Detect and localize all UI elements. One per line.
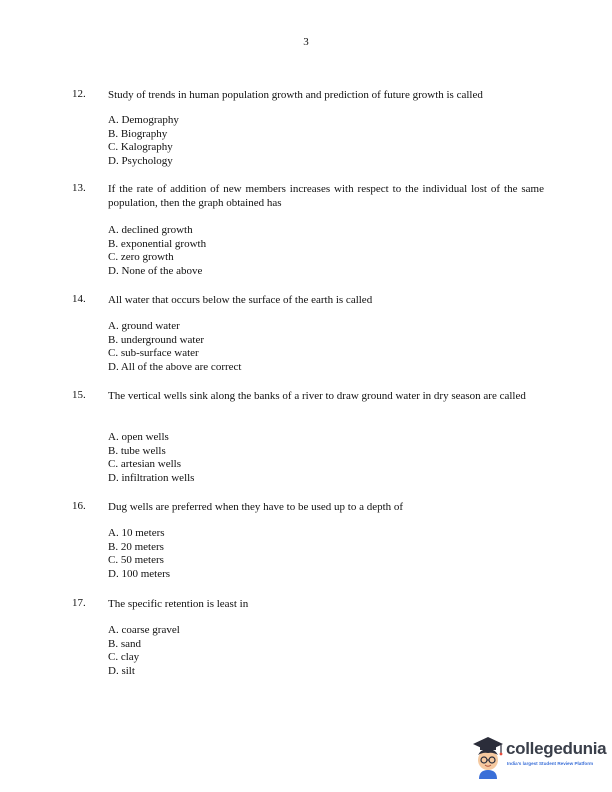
options-list <box>108 320 241 375</box>
option-b: B. 20 meters <box>108 540 164 553</box>
option-a: A. coarse gravel <box>108 624 180 636</box>
option-a: A. ground water <box>108 320 180 332</box>
question-number: 12. <box>72 88 86 100</box>
options-list <box>108 624 180 679</box>
option-c: C. artesian wells <box>108 458 182 471</box>
question-number: 13. <box>72 182 86 194</box>
question-text: The vertical wells sink along the banks of a river to draw ground water in dry season are called <box>108 390 526 402</box>
collegedunia-logo <box>470 735 608 783</box>
logo-tagline: India's largest Student Review Platform <box>507 761 594 766</box>
option-b: B. underground water <box>108 333 205 346</box>
page-number: 3 <box>303 36 309 48</box>
option-c: C. sub-surface water <box>108 347 199 360</box>
question-text: All water that occurs below the surface of the earth is called <box>108 294 373 306</box>
option-a: A. Demography <box>108 114 179 126</box>
option-d: D. infiltration wells <box>108 472 195 485</box>
option-b: B. sand <box>108 637 141 650</box>
option-b: B. exponential growth <box>108 237 207 250</box>
options-list <box>108 527 170 582</box>
option-d: D. Psychology <box>108 155 173 168</box>
option-a: A. open wells <box>108 431 169 443</box>
option-a: A. declined growth <box>108 224 193 236</box>
graduate-avatar-icon <box>470 735 506 779</box>
option-d: D. None of the above <box>108 265 203 278</box>
question-number: 17. <box>72 597 86 609</box>
option-d: D. All of the above are correct <box>108 361 242 374</box>
question-text: Study of trends in human population growth and prediction of future growth is called <box>108 89 483 101</box>
options-list <box>108 114 179 169</box>
question-number: 16. <box>72 500 86 512</box>
question-number: 15. <box>72 389 86 401</box>
option-c: C. Kalography <box>108 141 173 154</box>
option-c: C. zero growth <box>108 251 174 264</box>
question-number: 14. <box>72 293 86 305</box>
logo-wordmark: collegedunia <box>506 739 607 758</box>
question-text: Dug wells are preferred when they have to be used up to a depth of <box>108 501 404 513</box>
option-c: C. clay <box>108 651 140 664</box>
option-c: C. 50 meters <box>108 554 164 567</box>
question-text: The specific retention is least in <box>108 598 249 610</box>
question-text: If the rate of addition of new members increases with respect to the individual lost of the same population, then the graph obtained has <box>108 183 544 209</box>
option-d: D. silt <box>108 665 135 678</box>
option-b: B. tube wells <box>108 444 166 457</box>
option-a: A. 10 meters <box>108 527 165 539</box>
options-list <box>108 224 206 279</box>
options-list <box>108 431 194 486</box>
option-d: D. 100 meters <box>108 568 171 581</box>
option-b: B. Biography <box>108 127 168 140</box>
